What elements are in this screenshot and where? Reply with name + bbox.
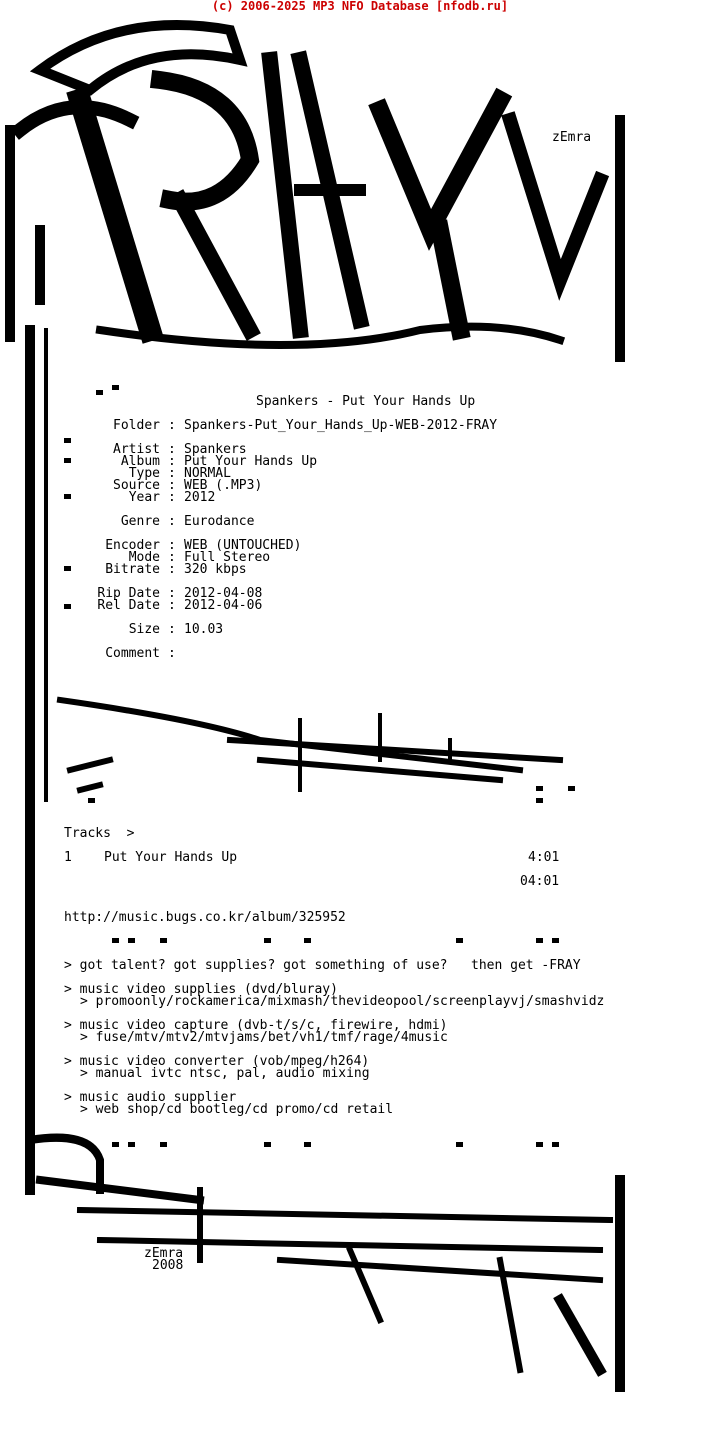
track-time: 4:01 xyxy=(528,850,560,865)
promo-line: > got talent? got supplies? got something of use? then get -FRAY xyxy=(64,958,581,973)
field-value: Eurodance xyxy=(184,514,255,529)
field-value: Put Your Hands Up xyxy=(184,454,318,469)
field-value: 320 kbps xyxy=(184,562,247,577)
promo-line: > music video supplies (dvd/bluray) xyxy=(64,982,338,997)
field-label: Folder xyxy=(113,418,160,433)
field-label: Type xyxy=(128,466,160,481)
track-title: Put Your Hands Up xyxy=(104,850,238,865)
release-title: Spankers - Put Your Hands Up xyxy=(256,394,476,409)
field-value: 10.03 xyxy=(184,622,224,637)
field-value: 2012-04-06 xyxy=(184,598,263,613)
field-value: 2012 xyxy=(184,490,216,505)
field-value: WEB (.MP3) xyxy=(184,478,263,493)
field-separator: : xyxy=(168,622,176,637)
field-separator: : xyxy=(168,466,176,481)
field-separator: : xyxy=(168,490,176,505)
track-number: 1 xyxy=(64,850,72,865)
field-separator: : xyxy=(168,598,176,613)
field-label: Album xyxy=(120,454,160,469)
field-value: Spankers xyxy=(184,442,247,457)
field-separator: : xyxy=(168,442,176,457)
field-value: 2012-04-08 xyxy=(184,586,263,601)
tracks-total-time: 04:01 xyxy=(520,874,560,889)
field-separator: : xyxy=(168,646,176,661)
field-separator: : xyxy=(168,538,176,553)
field-separator: : xyxy=(168,418,176,433)
field-separator: : xyxy=(168,550,176,565)
field-value: NORMAL xyxy=(184,466,231,481)
logo-signature: zEmra xyxy=(552,130,592,145)
copyright-banner: (c) 2006-2025 MP3 NFO Database [nfodb.ru] xyxy=(211,0,509,13)
album-link[interactable]: http://music.bugs.co.kr/album/325952 xyxy=(64,910,346,925)
promo-line: > music video capture (dvb-t/s/c, firewire, hdmi) xyxy=(64,1018,448,1033)
promo-subline: > fuse/mtv/mtv2/mtvjams/bet/vh1/tmf/rage/4music xyxy=(80,1030,448,1045)
field-separator: : xyxy=(168,454,176,469)
field-label: Year xyxy=(128,490,160,505)
field-label: Genre xyxy=(120,514,160,529)
field-label: Comment xyxy=(105,646,160,661)
field-label: Source xyxy=(113,478,160,493)
field-value: WEB (UNTOUCHED) xyxy=(184,538,302,553)
promo-subline: > web shop/cd bootleg/cd promo/cd retail xyxy=(80,1102,394,1117)
field-label: Rel Date xyxy=(97,598,160,613)
field-value: Spankers-Put_Your_Hands_Up-WEB-2012-FRAY xyxy=(184,418,498,433)
field-label: Artist xyxy=(113,442,160,457)
footer-signature: zEmra xyxy=(144,1246,184,1261)
field-separator: : xyxy=(168,478,176,493)
field-label: Encoder xyxy=(105,538,160,553)
field-label: Rip Date xyxy=(97,586,160,601)
field-label: Bitrate xyxy=(105,562,160,577)
promo-subline: > promoonly/rockamerica/mixmash/thevideopool/screenplayvj/smashvidz xyxy=(80,994,605,1009)
footer-year: 2008 xyxy=(152,1258,184,1273)
field-separator: : xyxy=(168,586,176,601)
field-label: Mode xyxy=(128,550,160,565)
field-separator: : xyxy=(168,562,176,577)
promo-subline: > manual ivtc ntsc, pal, audio mixing xyxy=(80,1066,370,1081)
field-separator: : xyxy=(168,514,176,529)
field-value: Full Stereo xyxy=(184,550,271,565)
promo-line: > music video converter (vob/mpeg/h264) xyxy=(64,1054,370,1069)
tracks-header: Tracks > xyxy=(64,826,135,841)
promo-line: > music audio supplier xyxy=(64,1090,237,1105)
field-label: Size xyxy=(128,622,160,637)
